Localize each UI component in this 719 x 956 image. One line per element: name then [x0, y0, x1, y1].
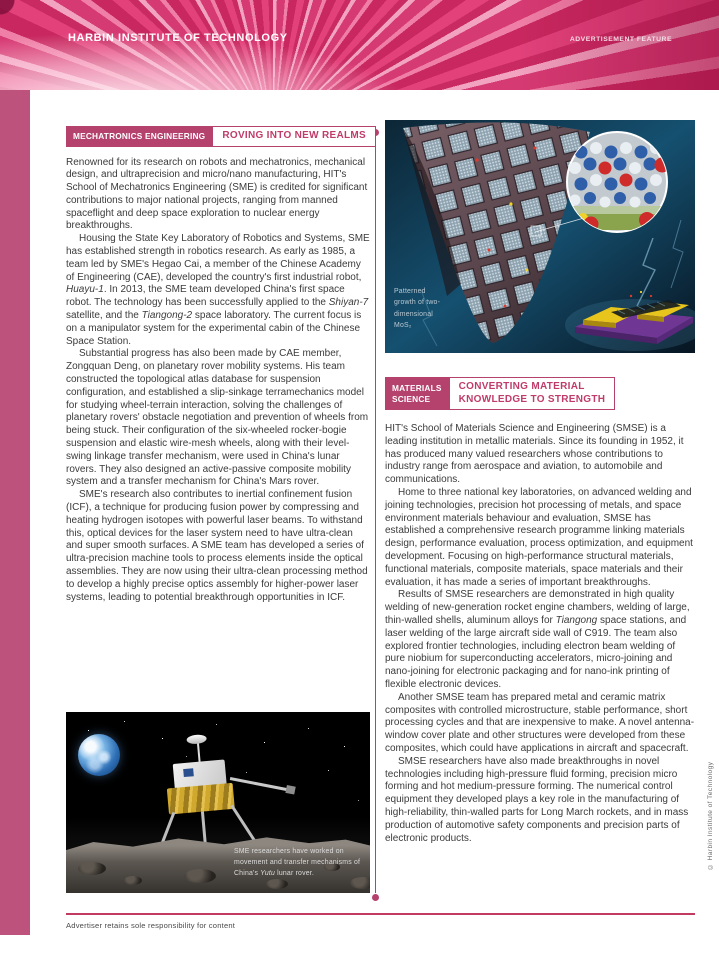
- vertical-copyright: © Harbin Institute of Technology: [707, 761, 714, 870]
- lander-panel: [183, 768, 194, 777]
- lander-dish: [186, 734, 207, 745]
- lander-gold-foil: [167, 783, 235, 815]
- lander-arm: [230, 777, 291, 791]
- section-kicker: [66, 126, 212, 147]
- paragraph: SME's research also contributes to inertial confinement fusion (ICF), a technique for producing fusion power by compressing and heating hydrogen isotopes with powerful laser beams. To withstand this, optical devices for the laser system need to have ultra-clean and super smooth surfaces. A SME team has developed a series of ultra-precision machine tools to process elements inside the optical assemblies. They are now using their ultra-clean processing method to develop a highly precise optics assembly for higher-power laser systems, leading to potential breakthrough opportunities in ICF.: [66, 489, 368, 603]
- banner-burst: [0, 0, 719, 90]
- mechatronics-section-header: [66, 126, 370, 147]
- kicker-label: MATERIALS: [392, 383, 442, 394]
- mos2-figure: [385, 120, 695, 353]
- column-divider: [375, 137, 376, 893]
- rover-caption: SME researchers have worked on movement and transfer mechanisms of China's Yutu lunar rover.: [234, 848, 361, 878]
- materials-body: [385, 423, 695, 845]
- caption-line: Patterned: [394, 288, 426, 295]
- rock: [266, 879, 288, 889]
- lander-mast: [197, 742, 201, 764]
- paragraph: Substantial progress has also been made by CAE member, Zongquan Deng, on planetary rover mobility systems. His team constructed the topological atlas database for suspension configuration, and established a slip-sinkage terramechanics model for studying wheel-terrain interaction, solving the challenges of planetary rovers' obstacle negotiation and prevention of wheels from being stuck. Their configuration of the six-wheeled rocker-bogie suspension and elastic wire-mesh wheels, along with their level-swing linkage transfer mechanism, were used in China's lunar rovers. They also designed an active-passive composite mobility system and a transfer mechanism for China's Mars rover.: [66, 348, 369, 488]
- paragraph: HIT's School of Materials Science and Engineering (SMSE) is a leading institution in metallic materials. Since its founding in 1952, it has produced many valued researchers whose contributions to industry range from aerospace and aviation, to automobile and communications.: [385, 423, 684, 486]
- paragraph: SMSE researchers have also made breakthroughs in novel technologies including high-pressure fluid forming, precision micro forming and hot medium-pressure forming. The numerical control equipment they developed plays a key role in the manufacturing of high-reliability, thin-walled parts for Long March rockets, and in mass production of automotive safety components and precision parts of electronic products.: [385, 755, 689, 844]
- mechatronics-body: [66, 157, 370, 605]
- footer-note: Advertiser retains sole responsibility for content: [66, 921, 236, 930]
- caption-line: growth of two-: [394, 299, 441, 307]
- rock: [78, 862, 106, 875]
- rock: [124, 876, 142, 885]
- paragraph: Another SMSE team has prepared metal and ceramic matrix composites with controlled microstructure, stable performance, short processing cycles and that are inexpensive to make. A novel antenna-window cover plate and other structures were developed from these composites, which could have applications in aircraft and spacecraft.: [385, 691, 695, 754]
- paragraph: Renowned for its research on robots and mechatronics, mechanical design, and ultraprecision and micro/nano manufacturing, HIT's School of Mechatronics Engineering (SME) is credited for significant contributions to major national projects, ranging from manned spaceflight and deep space exploration to nuclear energy breakthroughs.: [66, 156, 368, 232]
- earth-illustration: [78, 734, 120, 776]
- materials-section-header: [385, 377, 695, 410]
- paragraph: Home to three national key laboratories, on advanced welding and joining technologies, precision hot processing of metals, and space environment materials behaviour and evaluation, SMSE has established a comprehensive research programme linking materials design, performance evaluation, process optimization, and equipment development. Focusing on high-performance structural materials, functional materials, composite materials, space materials and their evaluation, it has made a series of important breakthroughs.: [385, 486, 693, 588]
- footer-rule: [66, 913, 695, 915]
- advert-feature-tag: ADVERTISEMENT FEATURE: [569, 36, 672, 43]
- brand-title: HARBIN INSTITUTE OF TECHNOLOGY: [68, 32, 288, 44]
- section-title: [449, 377, 616, 410]
- kicker-label: MECHATRONICS ENGINEERING: [73, 131, 206, 142]
- lunar-rover-figure: [66, 712, 370, 893]
- title-label: KNOWLEDGE TO STRENGTH: [458, 393, 606, 405]
- paragraph: Housing the State Key Laboratory of Robotics and Systems, SME has established strength in robotics research. As early as 1985, a team led by SME's Hegao Cai, a member of the Chinese Academy of Engineering (CAE), developed the country's first industrial robot, Huayu-1. In 2013, the SME team developed China's first space robot. The technology has been successfully applied to the Shiyan-7 satellite, and the Tiangong-2 space laboratory. The current focus is on a manipulator system for the experimental cabin of the Chinese Space Station.: [66, 233, 370, 347]
- lander-leg: [230, 805, 256, 843]
- caption-line: dimensional: [394, 310, 433, 318]
- materials-column: [385, 120, 695, 845]
- mechatronics-column: [66, 126, 370, 604]
- section-title: [212, 126, 376, 147]
- kicker-label: SCIENCE: [392, 393, 431, 404]
- starfield: [66, 712, 67, 713]
- section-kicker: [385, 377, 449, 410]
- left-rail: [0, 90, 30, 935]
- paragraph: Results of SMSE researchers are demonstrated in high quality welding of new-generation rocket engine chambers, welding of large, thin-walled shells, aluminum alloys for Tiangong space stations, and laser welding of the large aircraft side wall of C919. The team also explored frontier technologies, including electron beam welding of pure niobium for superconducting accelerators, micro-joining and nano-joining for electronic packaging and for nano-ink printing of flexible electronic devices.: [385, 589, 690, 690]
- title-label: CONVERTING MATERIAL: [458, 381, 585, 392]
- title-label: ROVING INTO NEW REALMS: [222, 130, 366, 141]
- caption-line: MoS₂: [394, 322, 412, 330]
- rock: [184, 869, 216, 883]
- mos2-caption: [394, 286, 440, 332]
